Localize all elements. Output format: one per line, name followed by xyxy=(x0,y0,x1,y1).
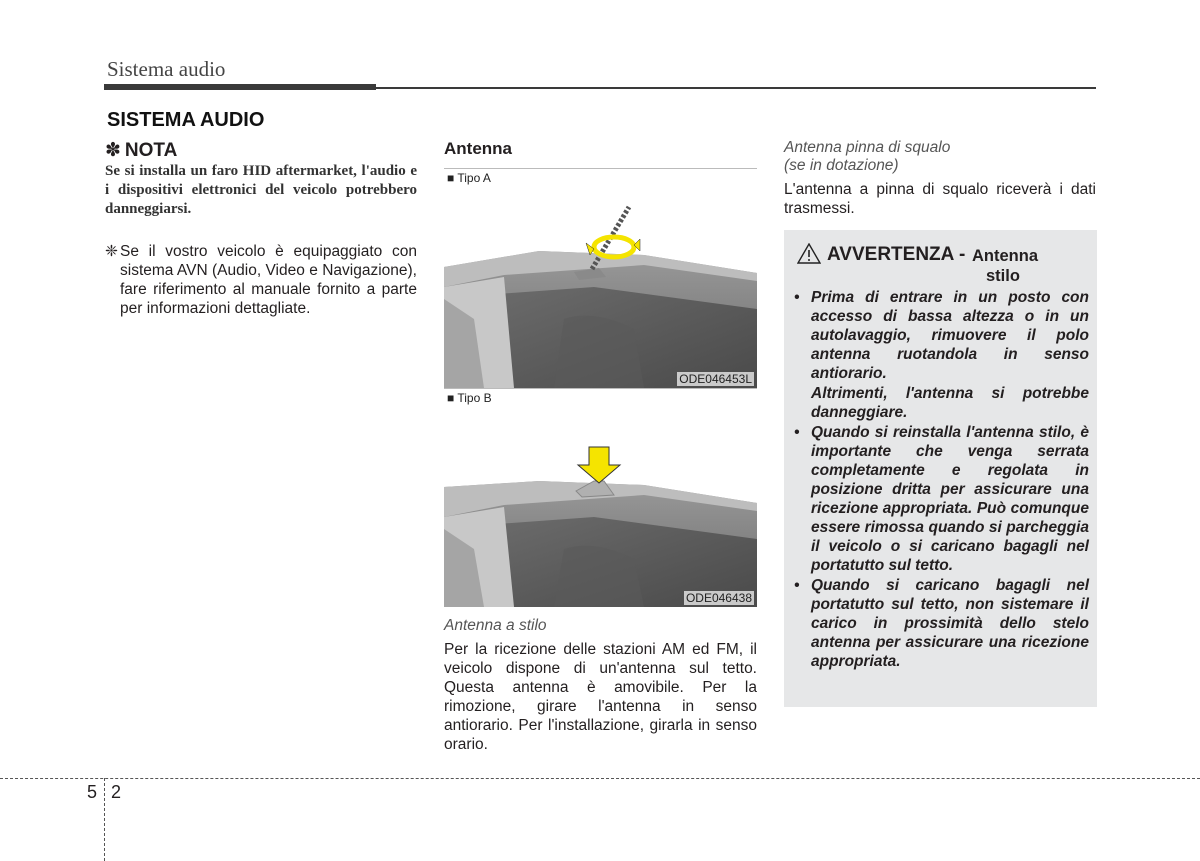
page-chapter-number: 5 xyxy=(87,782,98,802)
warning-title-text: AVVERTENZA - xyxy=(827,244,966,265)
warning-item xyxy=(794,423,1089,575)
figure-tipo-a xyxy=(444,168,757,388)
warning-item-text: Quando si reinstalla l'antenna stilo, è importante che venga serrata completamente e regolata in posizione dritta per assicurare una ricezione appropriata. Può comunque essere rimossa quando si parcheggia il veicolo o si caricano bagagli nel portatutto sul tetto. xyxy=(811,424,1089,574)
figure-a-label: ■ Tipo A xyxy=(447,171,491,185)
warning-subtitle-line2: stilo xyxy=(986,267,1020,285)
running-header: Sistema audio xyxy=(107,57,226,81)
warning-bullet: • xyxy=(794,289,800,306)
warning-item-text: Prima di entrare in un posto con accesso di bassa altezza o in un autolavaggio, rimuovere il polo antenna ruotandola in senso antiorario. xyxy=(811,289,1089,382)
figure-b-code: ODE046438 xyxy=(685,591,752,605)
stilo-text: Per la ricezione delle stazioni AM ed FM, il veicolo dispone di un'antenna sul tetto. Questa antenna è amovibile. Per la rimozione, girare l'antenna in senso antiorario. Per l'installazione, girarla in senso orario. xyxy=(444,641,757,753)
avn-note xyxy=(105,242,417,318)
warning-box xyxy=(784,230,1097,707)
figure-b-label: ■ Tipo B xyxy=(447,391,492,405)
nota-asterisk-icon: ✽ xyxy=(105,140,121,161)
roof-antenna-stilo-illustration xyxy=(444,169,757,388)
shark-text: L'antenna a pinna di squalo riceverà i dati trasmessi. xyxy=(784,181,1096,217)
warning-triangle-icon xyxy=(797,243,821,264)
footer-dashed-divider xyxy=(104,778,105,861)
shark-heading xyxy=(784,139,1096,175)
warning-item-text: Quando si caricano bagagli nel portatutto sul tetto, non sistemare il carico in prossimità dello stelo antenna per assicurare una ricezione appropriata. xyxy=(811,577,1089,670)
figure-a-code: ODE046453L xyxy=(679,372,752,386)
page-number: 2 xyxy=(111,782,122,802)
warning-item-continuation: Altrimenti, l'antenna si potrebbe danneggiare. xyxy=(811,385,1089,421)
warning-bullet: • xyxy=(794,424,800,441)
stilo-heading: Antenna a stilo xyxy=(444,617,547,634)
figure-tipo-b xyxy=(444,388,757,607)
nota-title-text: NOTA xyxy=(124,140,178,161)
header-rule-thick xyxy=(104,84,376,90)
antenna-heading: Antenna xyxy=(444,139,512,158)
warning-subtitle-line1: Antenna xyxy=(972,247,1038,265)
warning-bullet: • xyxy=(794,577,800,594)
footer-dashed-rule xyxy=(0,778,1200,779)
roof-shark-fin-antenna-illustration xyxy=(444,389,757,607)
avn-note-text: Se il vostro veicolo è equipaggiato con sistema AVN (Audio, Video e Navigazione), fare riferimento al manuale fornito a parte per informazioni dettagliate. xyxy=(120,243,417,317)
header-rule-thin xyxy=(376,87,1096,89)
section-title: SISTEMA AUDIO xyxy=(107,109,265,131)
avn-note-mark-icon: ❈ xyxy=(105,243,118,260)
warning-list xyxy=(794,288,1089,672)
nota-title xyxy=(105,139,177,162)
warning-item xyxy=(794,288,1089,422)
nota-text: Se si installa un faro HID aftermarket, l'audio e i dispositivi elettronici del veicolo potrebbero danneggiarsi. xyxy=(105,163,417,217)
shark-heading-line2: (se in dotazione) xyxy=(784,157,899,174)
warning-item xyxy=(794,576,1089,671)
shark-heading-line1: Antenna pinna di squalo xyxy=(784,139,951,156)
